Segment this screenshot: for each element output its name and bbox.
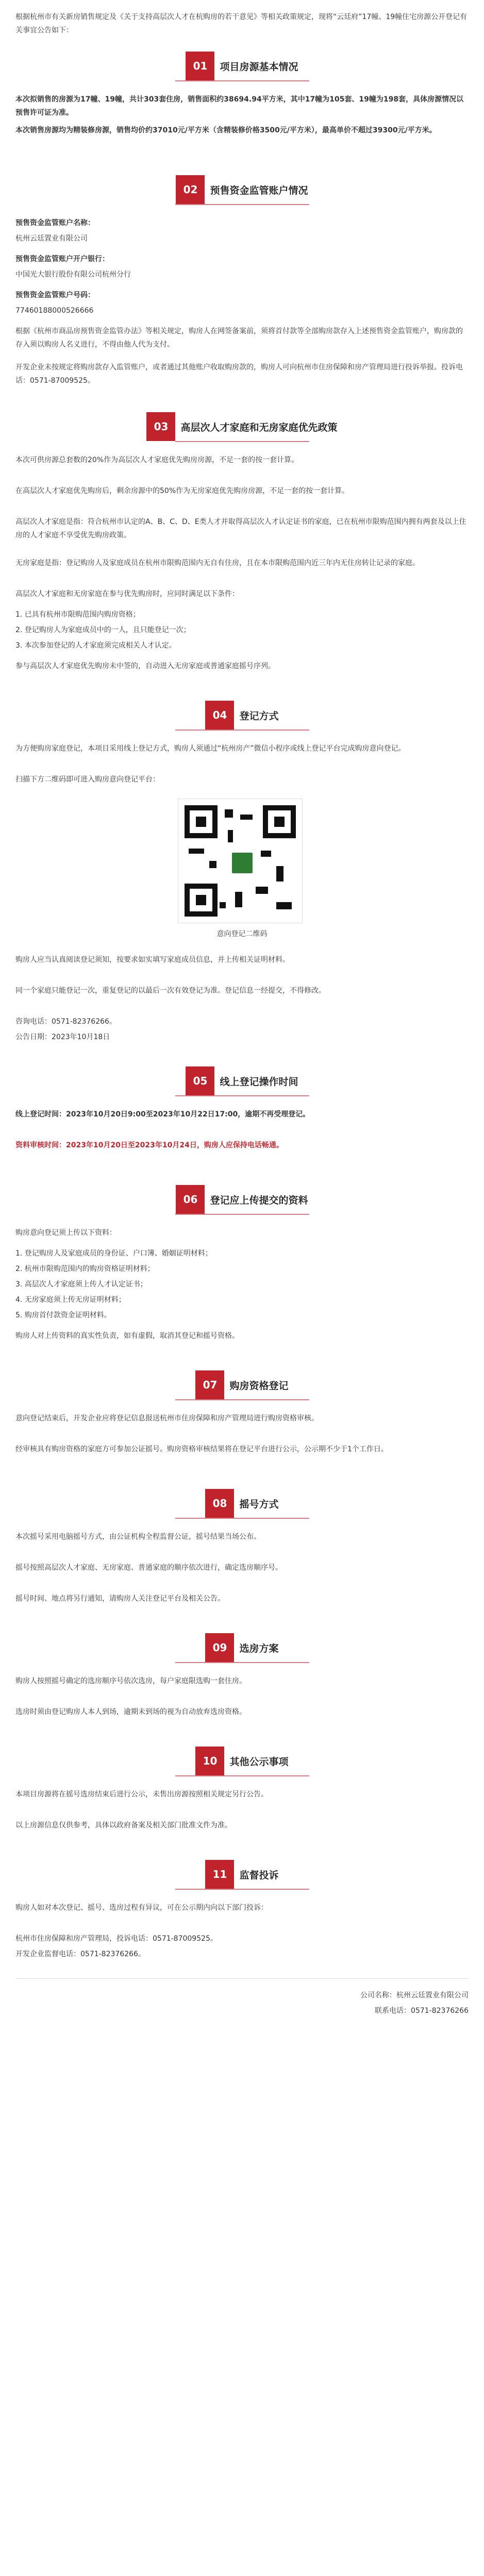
section-underline [175,730,309,731]
section-title: 选房方案 [239,1642,279,1654]
section-title: 项目房源基本情况 [220,61,298,73]
s1-paragraph-1: 本次拟销售的房源为17幢、19幢，共计303套住房，销售面积约38694.94平方米，其中17幢为105套、19幢为198套，具体房源情况以预售许可证为准。 [15,95,464,117]
s4-paragraph-2: 扫描下方二维码即可进入购房意向登记平台： [15,775,160,784]
section-title: 登记方式 [239,710,279,722]
s3-list-item: 2. 登记购房人为家庭成员中的一人，且只能登记一次； [15,626,191,634]
section-underline [175,80,309,81]
qr-finder-pattern [185,884,218,917]
section-title: 其他公示事项 [229,1756,289,1768]
section-header-10 [0,1741,484,1781]
section-number: 03 [146,412,175,441]
section-underline [175,1889,309,1890]
s4-paragraph-5: 咨询电话：0571-82376266。 [15,1018,116,1026]
intro-paragraph: 根据杭州市有关新房销售规定及《关于支持高层次人才在杭购房的若干意见》等相关政策规定，现将“云廷府”17幢、19幢住宅房源公开登记有关事宜公告如下： [15,13,468,35]
section-underline [175,1662,309,1663]
s3-paragraph-3: 高层次人才家庭是指：符合杭州市认定的A、B、C、D、E类人才并取得高层次人才认定证书的家庭，已在杭州市限购范围内拥有两套及以上住房的人才家庭不享受优先购房政策。 [15,518,466,539]
section-title: 线上登记操作时间 [220,1076,298,1088]
s8-paragraph-2: 摇号按照高层次人才家庭、无房家庭、普通家庭的顺序依次进行，确定选房顺序号。 [15,1564,282,1572]
section-number: 07 [195,1370,224,1399]
s3-list-item: 1. 已具有杭州市限购范围内购房资格； [15,611,140,619]
s9-paragraph-1: 购房人按照摇号确定的选房顺序号依次选房，每户家庭限选购一套住房。 [15,1677,246,1685]
s5-paragraph-1: 线上登记时间：2023年10月20日9:00至2023年10月22日17:00，逾期不再受理登记。 [15,1110,310,1118]
s8-paragraph-3: 摇号时间、地点将另行通知，请购房人关注登记平台及相关公告。 [15,1595,225,1603]
s4-paragraph-3: 购房人应当认真阅读登记须知，按要求如实填写家庭成员信息，并上传相关证明材料。 [15,956,290,964]
s9-paragraph-2: 选房时须由登记购房人本人到场，逾期未到场的视为自动放弃选房资格。 [15,1708,246,1716]
qr-module [209,861,216,868]
s2-label-1: 预售资金监管账户名称： [15,219,95,227]
s11-paragraph-3: 开发企业监督电话：0571-82376266。 [15,1950,145,1958]
section-header-02 [0,170,484,209]
section-underline [175,1399,309,1400]
footer-company: 公司名称：杭州云廷置业有限公司 [360,1991,469,1999]
s2-label-3: 预售资金监管账户号码： [15,291,95,299]
section-number: 08 [205,1489,234,1518]
section-number: 02 [176,175,205,204]
section-title: 高层次人才家庭和无房家庭优先政策 [180,421,338,433]
section-number: 04 [205,701,234,730]
section-header-05 [0,1061,484,1100]
s6-paragraph-2: 购房人对上传资料的真实性负责，如有虚假，取消其登记和摇号资格。 [15,1332,239,1340]
section-number: 06 [176,1185,205,1214]
section-underline [175,1214,309,1215]
section-header-04 [0,696,484,735]
section-number: 10 [195,1747,224,1775]
section-title: 监督投诉 [239,1869,279,1881]
s11-paragraph-1: 购房人如对本次登记、摇号、选房过程有异议，可在公示期内向以下部门投诉： [15,1904,268,1912]
s3-paragraph-4: 无房家庭是指：登记购房人及家庭成员在杭州市限购范围内无自有住房，且在本市限购范围内近三年内无住房转让记录的家庭。 [15,559,420,567]
registration-qr-code[interactable] [178,799,303,923]
s11-paragraph-2: 杭州市住房保障和房产管理局，投诉电话：0571-87009525。 [15,1935,218,1943]
section-number: 05 [186,1066,214,1095]
section-title: 登记应上传提交的资料 [210,1194,308,1206]
s2-value-1: 杭州云廷置业有限公司 [15,234,88,243]
s2-paragraph-1: 根据《杭州市商品房预售资金监管办法》等相关规定，购房人在网签备案前，须将首付款等全部购房款存入上述预售资金监管账户，购房款的存入须以购房人名义进行，不得由他人代为支付。 [15,327,463,349]
s6-list-item: 5. 购房首付款资金证明材料。 [15,1311,111,1319]
qr-module [228,830,233,842]
s8-paragraph-1: 本次摇号采用电脑摇号方式，由公证机构全程监督公证，摇号结果当场公布。 [15,1533,261,1541]
s3-paragraph-1: 本次可供房源总套数的20%作为高层次人才家庭优先购房房源，不足一套的按一套计算。 [15,456,299,464]
s6-list-item: 2. 杭州市限购范围内的购房资格证明材料； [15,1265,155,1273]
qr-caption: 意向登记二维码 [216,930,268,938]
s7-paragraph-1: 意向登记结束后，开发企业应将登记信息报送杭州市住房保障和房产管理局进行购房资格审核。 [15,1414,319,1422]
section-title: 摇号方式 [239,1498,279,1510]
section-header-08 [0,1484,484,1523]
section-header-11 [0,1855,484,1894]
section-header-01 [0,46,484,86]
footer-divider [15,1978,469,1979]
s2-paragraph-2: 开发企业未按规定将购房款存入监管账户，或者通过其他账户收取购房款的，购房人可向杭州市住房保障和房产管理局进行投诉举报。投诉电话：0571-87009525。 [15,363,463,385]
section-underline [175,1775,309,1776]
qr-center-logo-icon [230,851,255,875]
s7-paragraph-2: 经审核具有购房资格的家庭方可参加公证摇号。购房资格审核结果将在登记平台进行公示，公示期不少于1个工作日。 [15,1445,388,1453]
s6-list-item: 3. 高层次人才家庭须上传人才认定证书； [15,1280,147,1289]
qr-module [240,815,253,820]
s2-label-2: 预售资金监管账户开户银行： [15,255,109,263]
qr-finder-pattern [263,805,296,838]
section-underline [175,1518,309,1519]
qr-module [256,887,268,894]
section-underline [175,204,309,205]
s2-value-2: 中国光大银行股份有限公司杭州分行 [15,270,131,279]
section-underline [175,441,309,442]
section-header-06 [0,1180,484,1219]
qr-module [220,902,226,908]
s2-value-3: 77460188000526666 [15,307,94,315]
section-title: 购房资格登记 [229,1380,289,1392]
section-header-07 [0,1365,484,1404]
section-header-09 [0,1628,484,1667]
s10-paragraph-2: 以上房源信息仅供参考，具体以政府备案及相关部门批准文件为准。 [15,1821,232,1829]
s4-paragraph-1: 为方便购房家庭登记，本项目采用线上登记方式，购房人须通过“杭州房产”微信小程序或线上登记平台完成购房意向登记。 [15,744,406,753]
qr-module [276,902,292,909]
section-number: 01 [186,52,214,80]
s3-list-item: 3. 本次参加登记的人才家庭须完成相关人才认定。 [15,641,176,650]
qr-finder-pattern [185,805,218,838]
qr-module [276,866,283,882]
s4-paragraph-6: 公告日期：2023年10月18日 [15,1033,110,1041]
qr-module [261,851,271,857]
qr-module [189,849,204,854]
section-number: 09 [205,1633,234,1662]
section-header-03 [0,407,484,446]
section-number: 11 [205,1860,234,1889]
s4-paragraph-4: 同一个家庭只能登记一次，重复登记的以最后一次有效登记为准。登记信息一经提交，不得修改。 [15,987,326,995]
qr-module [225,809,233,818]
s3-paragraph-5: 高层次人才家庭和无房家庭在参与优先购房时，应同时满足以下条件： [15,590,239,598]
qr-module [235,892,242,907]
s10-paragraph-1: 本项目房源将在摇号选房结束后进行公示，未售出房源按照相关规定另行公告。 [15,1790,268,1799]
s1-paragraph-2: 本次销售房源均为精装修房源，销售均价约37010元/平方米（含精装修价格3500元/平方米），最高单价不超过39300元/平方米。 [15,126,437,134]
s3-paragraph-6: 参与高层次人才家庭优先购房未中签的，自动进入无房家庭或普通家庭摇号序列。 [15,662,275,670]
s5-paragraph-2: 资料审核时间：2023年10月20日至2023年10月24日，购房人应保持电话畅通。 [15,1141,283,1149]
s6-list-item: 4. 无房家庭须上传无房证明材料； [15,1296,126,1304]
s3-paragraph-2: 在高层次人才家庭优先购房后，剩余房源中的50%作为无房家庭优先购房房源，不足一套的按一套计算。 [15,487,349,495]
s6-list-item: 1. 登记购房人及家庭成员的身份证、户口簿、婚姻证明材料； [15,1249,212,1258]
s6-paragraph-1: 购房意向登记须上传以下资料： [15,1229,116,1237]
section-underline [175,1095,309,1096]
section-title: 预售资金监管账户情况 [210,184,308,196]
footer-phone: 联系电话：0571-82376266 [375,2007,469,2015]
